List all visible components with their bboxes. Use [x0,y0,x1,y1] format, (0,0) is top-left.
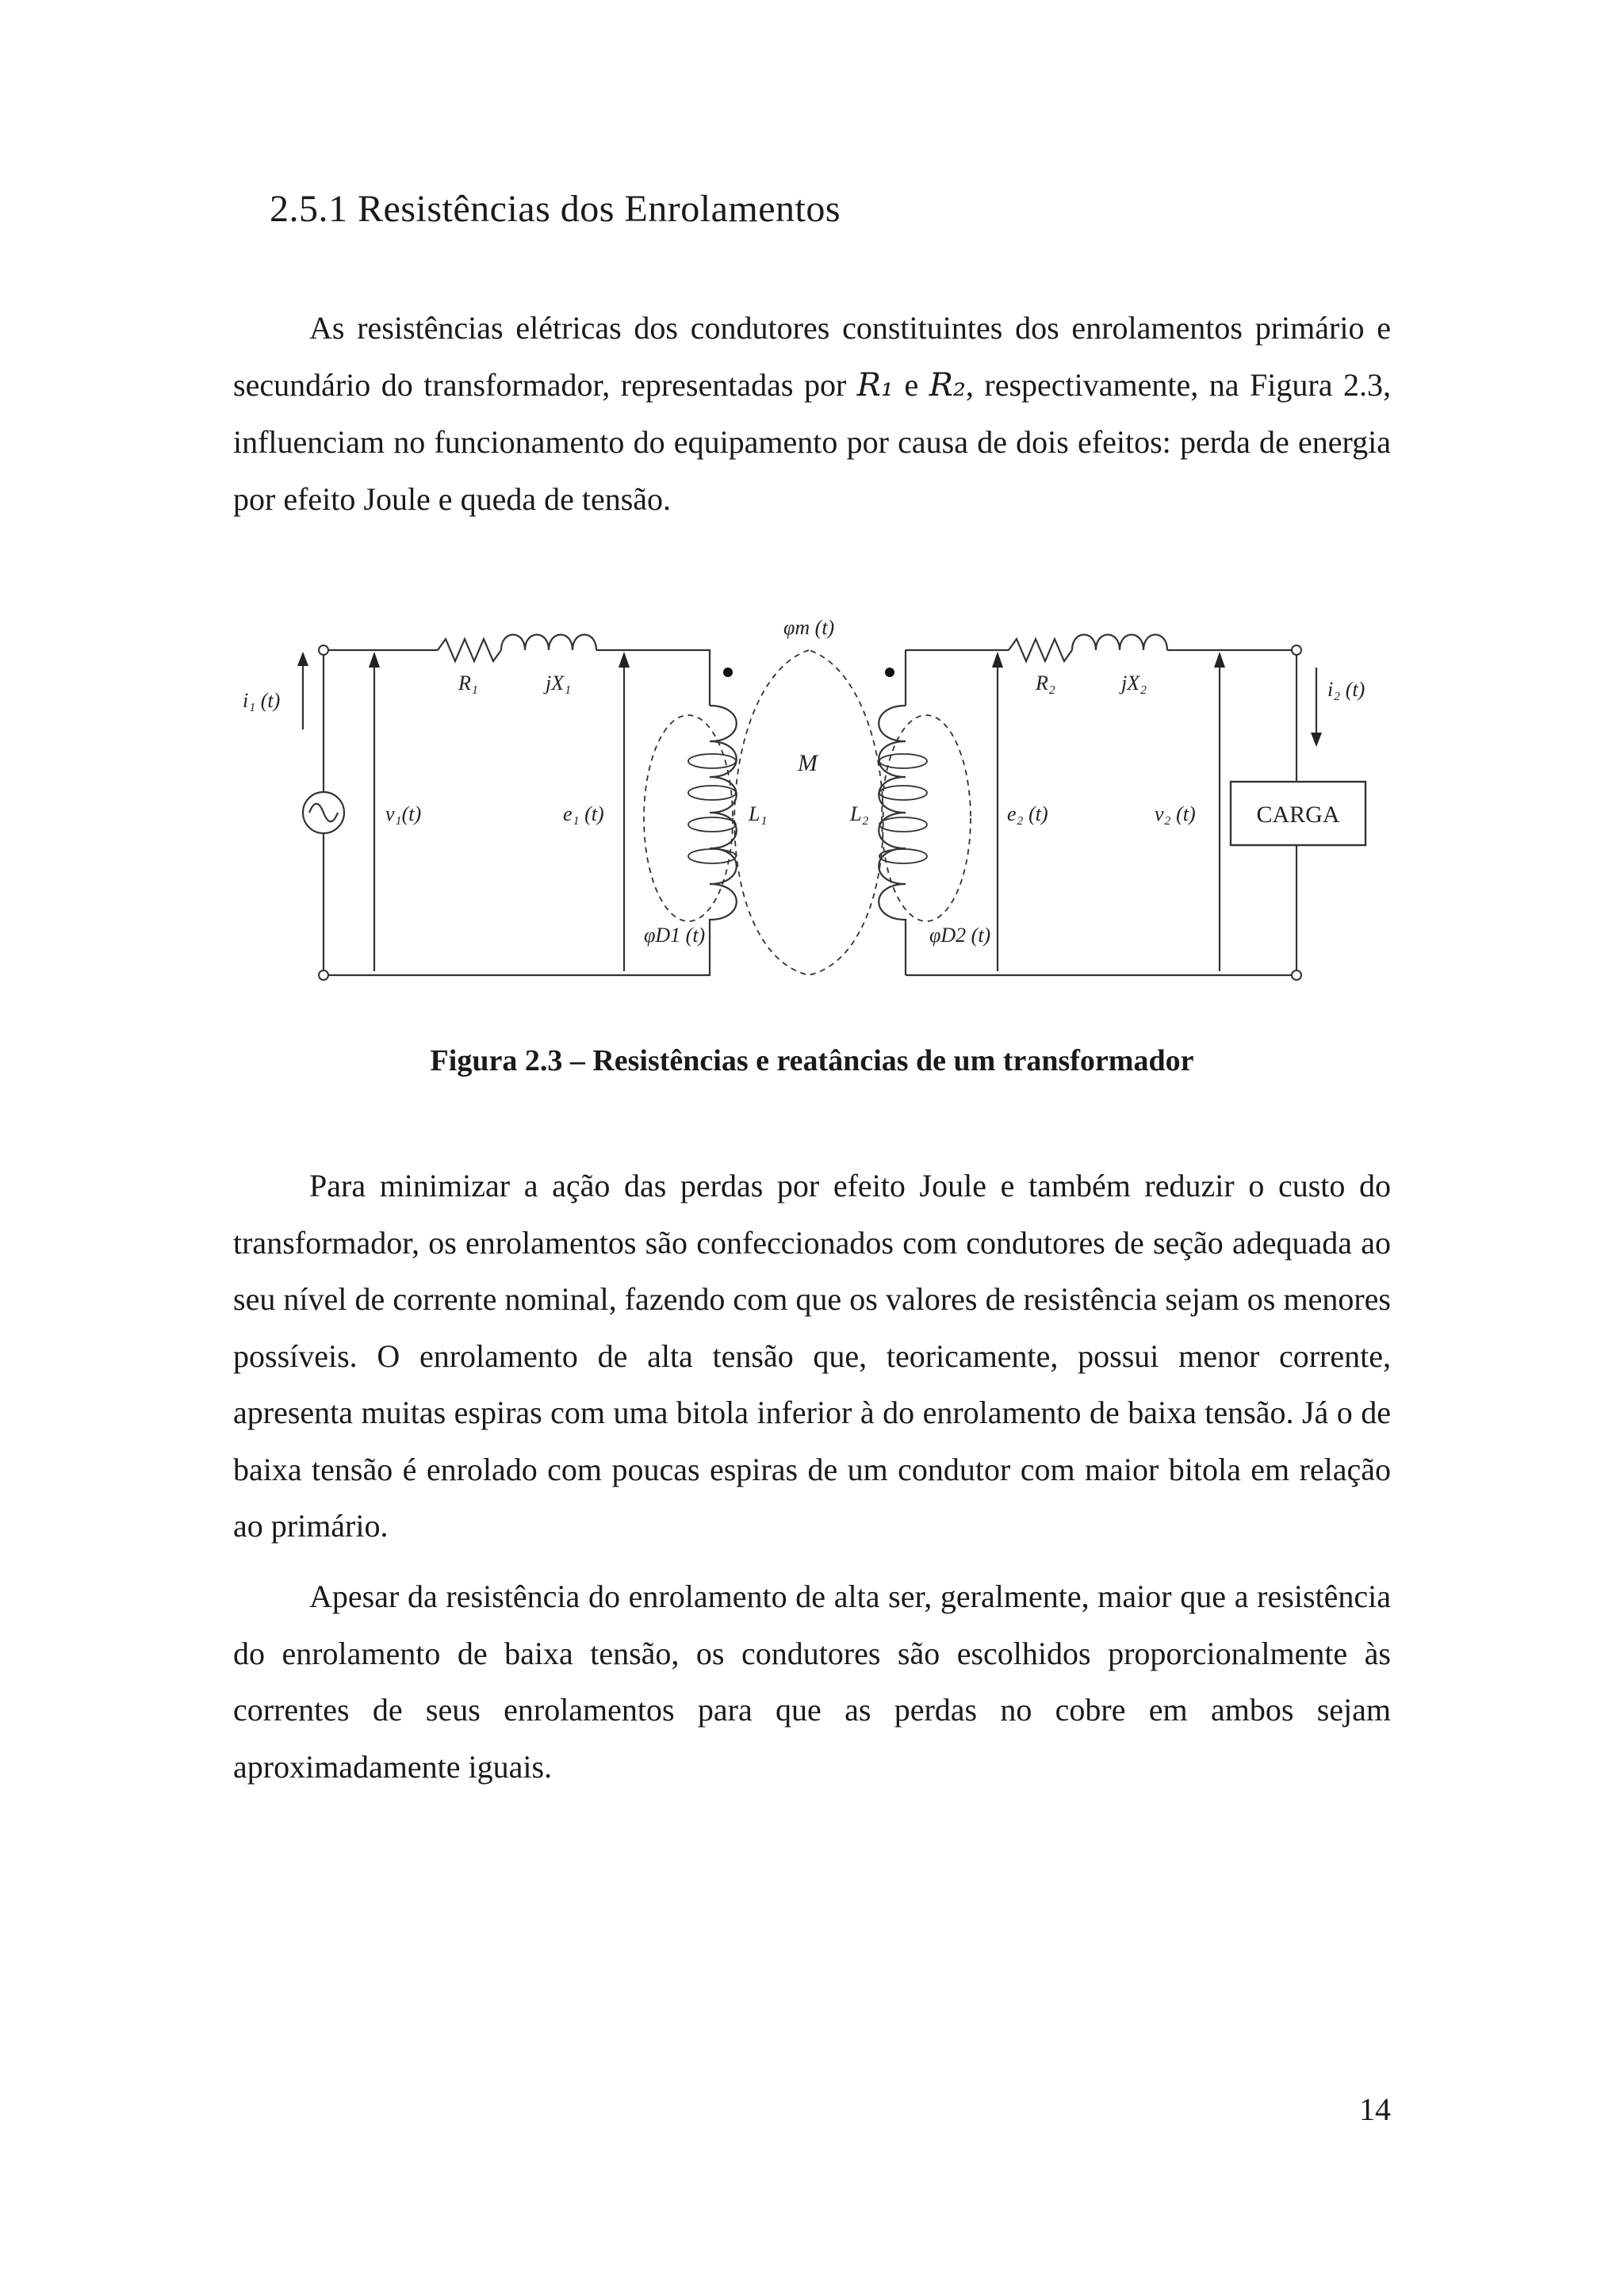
transformer-circuit-figure [230,603,1396,1015]
primary-wire-to-coil [596,650,710,706]
r1-resistor [438,639,501,661]
label-jx2: jX₂ [1121,672,1147,695]
label-r2: R₂ [1036,672,1055,695]
label-phi-m: φm (t) [783,616,835,639]
circuit-diagram [230,603,1396,1015]
paragraph-3: Apesar da resistência do enrolamento de alta ser, geralmente, maior que a resistência do enrolamento de baixa tensão, os condutores são escolhidos proporcionalmente às correntes de seus enrolamentos para que as perdas no cobre em ambos sejam aproximadamente iguais. [233,1578,1391,1785]
paragraph-1: As resistências elétricas dos condutores constituintes dos enrolamentos primário e secundário do transformador, representadas por R₁ e R₂, respectivamente, na Figura 2.3, influenciam no funcionamento do equipamento por causa de dois efeitos: perda de energia por efeito Joule e queda de tensão. [233,310,1391,517]
polarity-dot-secondary [885,668,894,677]
load-label: CARGA [1256,802,1340,828]
label-e2: e₂ (t) [1007,802,1048,825]
jx2-inductor [1072,635,1167,651]
variable-r1: R₁ [856,366,894,404]
label-v2: v₂ (t) [1155,802,1196,825]
label-phi-d1: φD1 (t) [644,924,706,947]
label-i1: i₁ (t) [243,689,281,712]
variable-r2: R₂ [929,366,966,404]
label-jx1: jX₁ [546,672,572,695]
figure-caption: Figura 2.3 – Resistências e reatâncias de um transformador [430,1044,1194,1077]
label-i2: i₂ (t) [1327,678,1365,701]
section-heading: 2.5.1 Resistências dos Enrolamentos [270,188,841,230]
jx1-inductor [501,635,596,651]
label-l1: L₁ [749,802,768,825]
r2-resistor [1009,639,1072,661]
label-r1: R₁ [458,672,478,695]
label-m: M [798,750,818,776]
polarity-dot-primary [723,668,733,677]
paragraph-2: Para minimizar a ação das perdas por efeito Joule e também reduzir o custo do transformador, os enrolamentos são confeccionados com condutores de seção adequada ao seu nível de corrente nominal, fazendo com que os valores de resistência sejam os menores possíveis. O enrolamento de alta tensão que, teoricamente, possui menor corrente, apresenta muitas espiras com uma bitola inferior à do enrolamento de baixa tensão. Já o de baixa tensão é enrolado com poucas espiras de um condutor com maior bitola em relação ao primário. [233,1168,1391,1544]
label-v1: v₁(t) [385,802,422,825]
label-phi-d2: φD2 (t) [929,924,991,947]
label-l2: L₂ [850,802,869,825]
page-number: 14 [1359,2091,1391,2127]
label-e1: e₁ (t) [563,802,604,825]
